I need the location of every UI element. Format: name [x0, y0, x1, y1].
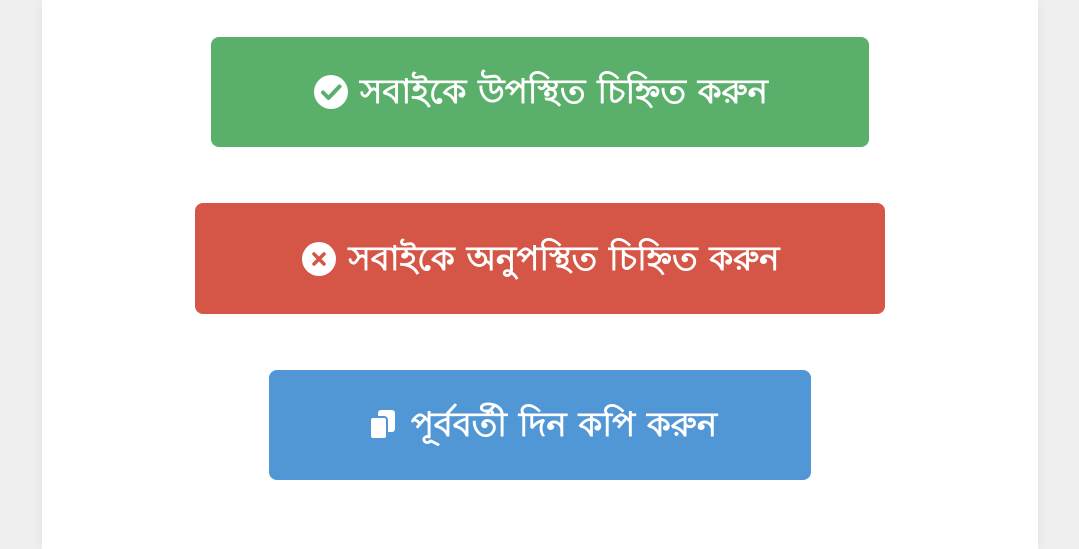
mark-all-present-button[interactable] — [211, 37, 869, 147]
mark-all-absent-label: সবাইকে অনুপস্থিত চিহ্নিত করুন — [348, 238, 780, 279]
copy-previous-day-label: পূর্ববর্তী দিন কপি করুন — [410, 405, 718, 445]
mark-all-absent-button[interactable] — [195, 203, 885, 314]
copy-previous-day-button[interactable] — [269, 370, 811, 480]
x-circle-icon — [300, 240, 338, 278]
copy-icon — [363, 406, 401, 444]
check-circle-icon — [312, 73, 350, 111]
mark-all-present-label: সবাইকে উপস্থিত চিহ্নিত করুন — [360, 72, 768, 112]
